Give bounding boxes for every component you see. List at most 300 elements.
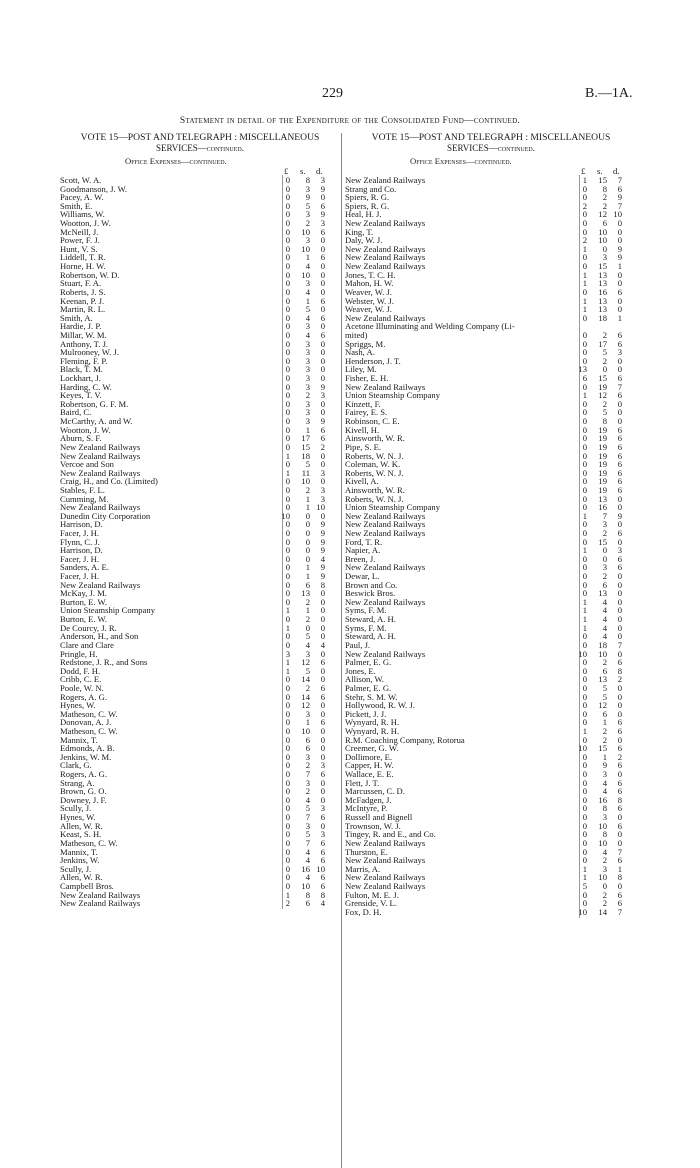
expense-table (345, 176, 637, 916)
payee-name: Pipe, S. E. (345, 441, 382, 452)
shillings-value: 4 (305, 261, 310, 272)
payee-name: Roberts, J. S. (60, 286, 106, 297)
pounds-value: 0 (285, 562, 290, 573)
pence-value: 0 (617, 700, 622, 711)
pounds-value: 0 (582, 657, 587, 668)
shillings-value: 1 (305, 252, 310, 263)
payee-name: New Zealand Railways (345, 519, 426, 530)
pence-value: 6 (617, 286, 622, 297)
pence-value: 1 (617, 261, 622, 272)
pence-value: 8 (617, 665, 622, 676)
pounds-value: 0 (582, 855, 587, 866)
pounds-value: 1 (582, 863, 587, 874)
pence-value: 4 (320, 553, 325, 564)
payee-name: Spiers, R. G. (345, 200, 390, 211)
shillings-value: 3 (305, 373, 310, 384)
payee-name: Baird, C. (60, 407, 92, 418)
shillings-value: 11 (301, 467, 310, 478)
payee-name: Paul, J. (345, 639, 371, 650)
table-row (60, 839, 340, 848)
shillings-value: 10 (598, 820, 607, 831)
shillings-value: 4 (602, 614, 607, 625)
pence-value: 9 (617, 243, 622, 254)
payee-name: Facer, J. H. (60, 527, 100, 538)
pence-value: 6 (617, 450, 622, 461)
pence-value: 0 (617, 708, 622, 719)
pounds-value: 0 (285, 682, 290, 693)
pence-value: 7 (617, 639, 622, 650)
shillings-value: 10 (598, 837, 607, 848)
pence-value: 0 (320, 407, 325, 418)
shillings-value: 19 (598, 433, 607, 444)
shillings-value: 5 (602, 407, 607, 418)
shillings-value: 6 (602, 708, 607, 719)
shillings-value: 7 (305, 812, 310, 823)
pounds-value: 0 (285, 476, 290, 487)
payee-name: Steward, A. H. (345, 631, 396, 642)
shillings-value: 12 (301, 657, 310, 668)
payee-name: McFadgen, J. (345, 794, 392, 805)
pence-value: 0 (617, 226, 622, 237)
pence-unit: d. (613, 166, 620, 176)
pounds-value: 0 (582, 484, 587, 495)
pence-value: 0 (320, 476, 325, 487)
pounds-unit: £ (284, 166, 289, 176)
pounds-value: 0 (285, 536, 290, 547)
pence-value: 6 (617, 760, 622, 771)
pence-value: 6 (617, 424, 622, 435)
pence-value: 6 (617, 777, 622, 788)
pounds-value: 0 (582, 441, 587, 452)
pounds-value: 1 (582, 278, 587, 289)
payee-name: Spiers, R. G. (345, 192, 390, 203)
table-row (345, 469, 637, 478)
shillings-value: 3 (305, 398, 310, 409)
pence-value: 0 (617, 769, 622, 780)
pounds-value: 0 (285, 872, 290, 883)
pence-value: 0 (320, 347, 325, 358)
payee-name: Thurston, E. (345, 846, 388, 857)
pounds-value: 0 (582, 192, 587, 203)
pence-value: 0 (617, 364, 622, 375)
shillings-value: 16 (598, 794, 607, 805)
payee-name: Mannix, T. (60, 846, 98, 857)
pounds-value: 0 (285, 295, 290, 306)
payee-name: Roberts, W. N. J. (345, 467, 404, 478)
payee-name: Power, F. J. (60, 235, 100, 246)
shillings-value: 19 (598, 424, 607, 435)
pounds-value: 0 (285, 726, 290, 736)
pence-value: 0 (320, 459, 325, 470)
pounds-value: 0 (285, 545, 290, 556)
table-row (345, 615, 637, 624)
table-row (60, 305, 340, 314)
shillings-value: 2 (602, 898, 607, 909)
pence-value: 6 (320, 846, 325, 857)
pence-value: 6 (320, 433, 325, 444)
pence-value: 0 (320, 605, 325, 616)
pounds-value: 0 (285, 588, 290, 599)
shillings-value: 2 (602, 571, 607, 582)
pence-value: 0 (617, 519, 622, 530)
shillings-value: 5 (602, 347, 607, 358)
pence-value: 9 (617, 510, 622, 521)
payee-name: Hynes, W. (60, 700, 96, 711)
shillings-value: 2 (305, 218, 310, 229)
amount-rule (282, 898, 283, 909)
payee-name: Craig, H., and Co. (Limited) (60, 476, 158, 487)
shillings-value: 2 (602, 329, 607, 340)
pounds-value: 0 (285, 700, 290, 711)
pounds-value: 0 (285, 614, 290, 625)
pence-value: 0 (320, 665, 325, 676)
shillings-value: 19 (598, 441, 607, 452)
payee-name: Scully, J. (60, 803, 92, 814)
table-row (345, 228, 637, 237)
pounds-value: 0 (285, 312, 290, 323)
payee-name: Flynn, C. J. (60, 536, 100, 547)
payee-name: Wallace, E. E. (345, 769, 394, 780)
pence-value: 6 (617, 373, 622, 384)
table-row (60, 228, 340, 237)
shillings-value: 10 (598, 235, 607, 246)
pence-value: 6 (320, 295, 325, 306)
pounds-value: 13 (578, 364, 587, 375)
table-row (60, 770, 340, 779)
pounds-value: 0 (285, 226, 290, 237)
shillings-value: 0 (305, 545, 310, 556)
shillings-value: 3 (305, 648, 310, 659)
shillings-value: 14 (301, 674, 310, 685)
payee-name: McKay, J. M. (60, 588, 107, 599)
shillings-value: 7 (305, 837, 310, 848)
payee-name: Pickett, J. J. (345, 708, 387, 719)
shillings-value: 16 (301, 863, 310, 874)
pounds-value: 0 (285, 252, 290, 263)
pounds-value: 1 (285, 622, 290, 633)
payee-name: Breen, J. (345, 553, 376, 564)
pence-value: 9 (320, 519, 325, 530)
pence-value: 6 (617, 553, 622, 564)
pence-value: 0 (617, 880, 622, 891)
payee-name: Beswick Bros. (345, 588, 396, 599)
payee-name: McNeill, J. (60, 226, 99, 237)
payee-name: New Zealand Railways (345, 510, 426, 521)
pounds-value: 0 (582, 803, 587, 814)
pounds-value: 0 (285, 304, 290, 315)
pence-value: 0 (320, 708, 325, 719)
payee-name: Weaver, W. J. (345, 286, 392, 297)
pence-value: 6 (320, 855, 325, 866)
payee-name: Steward, A. H. (345, 614, 396, 625)
pounds-value: 1 (582, 872, 587, 883)
pounds-value: 0 (582, 631, 587, 642)
table-row (345, 856, 637, 865)
pence-value: 0 (320, 364, 325, 375)
pounds-value: 0 (582, 769, 587, 780)
pounds-value: 0 (285, 364, 290, 375)
shillings-value: 4 (602, 622, 607, 633)
pence-value: 3 (320, 390, 325, 401)
shillings-value: 3 (305, 364, 310, 375)
pounds-value: 0 (285, 631, 290, 642)
shillings-value: 5 (305, 665, 310, 676)
shillings-value: 3 (305, 407, 310, 418)
payee-name: Hollywood, R. W. J. (345, 700, 415, 711)
pounds-value: 0 (582, 252, 587, 263)
pounds-value: 0 (582, 209, 587, 220)
pence-value: 10 (613, 209, 622, 220)
pounds-value: 0 (582, 579, 587, 590)
shillings-value: 2 (305, 614, 310, 625)
pence-value: 6 (320, 657, 325, 668)
pence-value: 0 (617, 614, 622, 625)
pounds-value: 0 (582, 682, 587, 693)
shillings-value: 3 (305, 209, 310, 220)
shillings-value: 3 (305, 321, 310, 332)
payee-name: Edmonds, A. B. (60, 743, 115, 754)
pounds-value: 0 (285, 553, 290, 564)
pence-value: 9 (320, 562, 325, 573)
pence-value: 7 (617, 846, 622, 857)
column-divider (341, 133, 342, 1168)
table-row (345, 417, 637, 426)
pence-value: 3 (320, 467, 325, 478)
pounds-value: 0 (285, 717, 290, 728)
payee-name: Cribb, C. E. (60, 674, 102, 685)
shillings-value: 13 (598, 269, 607, 280)
pounds-value: 0 (582, 536, 587, 547)
payee-name: Stehr, S. M. W. (345, 691, 398, 702)
pence-value: 0 (617, 355, 622, 366)
pence-value: 0 (320, 631, 325, 642)
payee-name: New Zealand Railways (345, 880, 426, 891)
shillings-unit: s. (300, 166, 306, 176)
pounds-value: 0 (285, 519, 290, 530)
pence-value: 0 (617, 734, 622, 745)
shillings-value: 3 (305, 751, 310, 762)
pence-value: 6 (617, 889, 622, 900)
payee-name: New Zealand Railways (345, 243, 426, 254)
pence-value: 0 (320, 321, 325, 332)
table-row (60, 804, 340, 813)
payee-name: Mulrooney, W. J. (60, 347, 119, 358)
pounds-value: 10 (281, 510, 290, 521)
pounds-value: 0 (285, 691, 290, 702)
pence-value: 0 (320, 614, 325, 625)
payee-name: McCarthy, A. and W. (60, 416, 133, 427)
pence-value: 0 (617, 571, 622, 582)
shillings-value: 17 (301, 433, 310, 444)
shillings-value: 8 (602, 416, 607, 427)
payee-name: Stables, F. L. (60, 484, 105, 495)
shillings-value: 2 (602, 355, 607, 366)
pounds-value: 5 (582, 880, 587, 891)
payee-name: Burton, E. W. (60, 596, 108, 607)
pounds-value: 10 (578, 906, 587, 917)
shillings-value: 1 (305, 424, 310, 435)
pounds-value: 3 (285, 648, 290, 659)
pounds-value: 0 (285, 329, 290, 340)
shillings-value: 9 (305, 192, 310, 203)
payee-name: New Zealand Railways (345, 855, 426, 866)
pence-value: 0 (320, 588, 325, 599)
pounds-value: 0 (285, 269, 290, 280)
payee-name: Allen, W. R. (60, 820, 103, 831)
pence-value: 3 (320, 760, 325, 771)
payee-name: Trownson, W. J. (345, 820, 401, 831)
shillings-value: 2 (305, 760, 310, 771)
pence-value: 0 (320, 726, 325, 736)
pounds-value: 1 (582, 295, 587, 306)
pence-value: 3 (320, 803, 325, 814)
pounds-value: 0 (582, 837, 587, 848)
pence-value: 0 (320, 278, 325, 289)
payee-name: McIntyre, P. (345, 803, 388, 814)
shillings-value: 3 (602, 812, 607, 823)
pence-value: 0 (320, 596, 325, 607)
shillings-value: 9 (602, 760, 607, 771)
pence-unit: d. (316, 166, 323, 176)
pence-value: 6 (617, 527, 622, 538)
shillings-value: 12 (598, 209, 607, 220)
shillings-value: 19 (598, 459, 607, 470)
pounds-value: 0 (285, 390, 290, 401)
payee-name: New Zealand Railways (60, 898, 141, 909)
table-row (60, 314, 340, 323)
table-row (345, 322, 637, 331)
pounds-value: 0 (582, 588, 587, 599)
table-row (60, 383, 340, 392)
pence-value: 0 (320, 622, 325, 633)
table-row (60, 848, 340, 857)
pence-value: 6 (320, 717, 325, 728)
vote-heading: VOTE 15—POST AND TELEGRAPH : MISCELLANEOUS (371, 132, 611, 143)
pence-value: 0 (617, 407, 622, 418)
pence-value: 0 (617, 502, 622, 513)
pence-value: 0 (320, 192, 325, 203)
payee-name: Dewar, L. (345, 571, 380, 582)
pounds-value: 0 (285, 433, 290, 444)
pence-value: 0 (617, 579, 622, 590)
payee-name: New Zealand Railways (345, 218, 426, 229)
shillings-value: 15 (598, 743, 607, 754)
pounds-value: 0 (582, 708, 587, 719)
table-row (60, 753, 340, 762)
pounds-value: 0 (582, 777, 587, 788)
payee-name: Allen, W. R. (60, 872, 103, 883)
payee-name: Clare and Clare (60, 639, 114, 650)
table-row (345, 658, 637, 667)
table-row (345, 538, 637, 547)
pounds-value: 0 (285, 674, 290, 685)
table-row (60, 856, 340, 865)
pounds-value: 0 (285, 855, 290, 866)
table-row (60, 236, 340, 245)
pounds-value: 0 (285, 786, 290, 797)
shillings-value: 10 (301, 880, 310, 891)
payee-name: Daly, W. J. (345, 235, 383, 246)
shillings-value: 0 (305, 536, 310, 547)
pounds-value: 0 (285, 286, 290, 297)
pence-value: 6 (617, 898, 622, 909)
shillings-value: 4 (305, 312, 310, 323)
payee-name: Henderson, J. T. (345, 355, 401, 366)
payee-name: Dunedin City Corporation (60, 510, 151, 521)
shillings-value: 13 (598, 304, 607, 315)
pounds-value: 0 (285, 829, 290, 840)
payee-name: Strang and Co. (345, 183, 397, 194)
payee-name: Smith, A. (60, 312, 93, 323)
pence-value: 6 (617, 743, 622, 754)
payee-name: New Zealand Railways (345, 872, 426, 883)
payee-name: New Zealand Railways (345, 562, 426, 573)
payee-name: Smith, E. (60, 200, 93, 211)
shillings-value: 12 (598, 390, 607, 401)
table-row (345, 839, 637, 848)
pounds-value: 1 (582, 175, 587, 185)
payee-name: Fulton, M. E. J. (345, 889, 399, 900)
payee-name: New Zealand Railways (60, 467, 141, 478)
shillings-value: 2 (305, 484, 310, 495)
shillings-value: 6 (305, 734, 310, 745)
payee-name: Anderson, H., and Son (60, 631, 139, 642)
pounds-value: 1 (285, 605, 290, 616)
payee-name: Dollimore, E. (345, 751, 393, 762)
shillings-value: 4 (305, 329, 310, 340)
pence-value: 10 (316, 502, 325, 513)
pounds-value: 0 (582, 467, 587, 478)
shillings-value: 1 (305, 562, 310, 573)
pounds-value: 0 (285, 209, 290, 220)
pence-value: 6 (320, 691, 325, 702)
pounds-value: 0 (582, 829, 587, 840)
shillings-value: 2 (602, 734, 607, 745)
shillings-value: 5 (305, 459, 310, 470)
pounds-value: 0 (582, 450, 587, 461)
shillings-value: 13 (598, 588, 607, 599)
pounds-value: 0 (285, 338, 290, 349)
pence-value: 6 (617, 726, 622, 736)
payee-name: Harrison, D. (60, 545, 103, 556)
payee-name: Spriggs, M. (345, 338, 386, 349)
shillings-value: 19 (598, 476, 607, 487)
shillings-value: 2 (602, 726, 607, 736)
shillings-value: 6 (602, 218, 607, 229)
table-row (345, 219, 637, 228)
pounds-value: 0 (285, 235, 290, 246)
payee-name: Harding, C. W. (60, 381, 112, 392)
shillings-value: 2 (305, 682, 310, 693)
expense-table (60, 176, 340, 908)
pence-value: 6 (320, 769, 325, 780)
pounds-value: 0 (582, 889, 587, 900)
payee-name: Clark, G. (60, 760, 92, 771)
pounds-value: 0 (285, 794, 290, 805)
payee-name: Hynes, W. (60, 812, 96, 823)
pence-value: 4 (320, 639, 325, 650)
pounds-value: 0 (285, 407, 290, 418)
pounds-value: 0 (582, 553, 587, 564)
pence-value: 8 (320, 889, 325, 900)
payee-name: Cumming, M. (60, 493, 109, 504)
table-row (345, 365, 637, 374)
pounds-value: 0 (285, 355, 290, 366)
table-row (345, 546, 637, 555)
pounds-value: 0 (582, 355, 587, 366)
shillings-value: 6 (305, 743, 310, 754)
payee-name: Robertson, G. F. M. (60, 398, 129, 409)
